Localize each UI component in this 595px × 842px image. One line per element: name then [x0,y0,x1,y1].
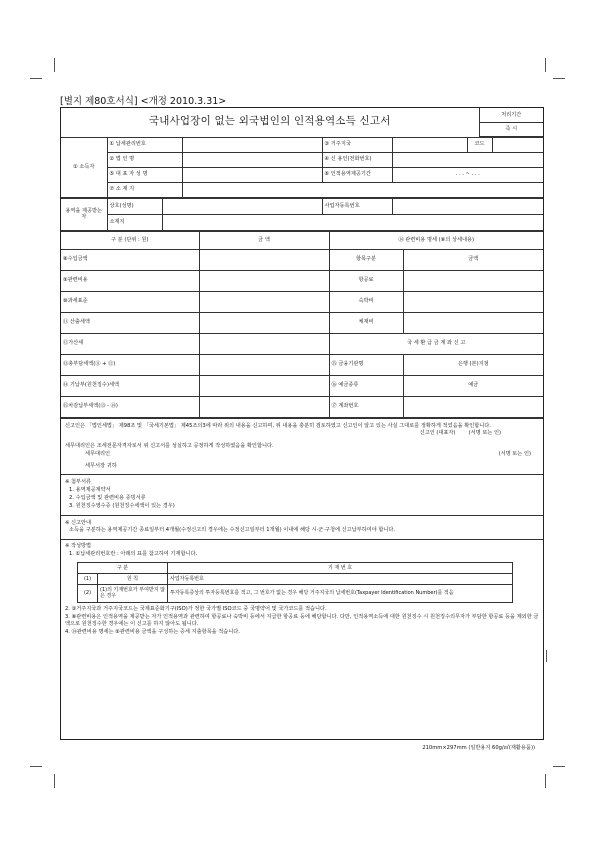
item-label: ⑮ 금융기관명 [329,354,403,375]
guide-section [61,515,543,540]
row-content: 사업자등록번호 [168,573,513,584]
item-label: 항공료 [329,270,403,291]
col-header: ⑭ 관련비용 명세 (⑧의 상세내용) [329,231,543,249]
instruction-note: 2. ③거주지국과 거주지국코드는 국제표준화기구(ISO)가 정한 국가별 ISO코드 중 국명약어 및 국가코드를 적습니다. [65,605,327,612]
row-no: (1) [78,573,98,584]
field-label: 상호(성명) [107,198,162,214]
bank-name-input[interactable]: 은행 (본)지점 [403,354,543,375]
income-earner-label: ① 소득자 [61,137,107,197]
row-content: 투자등록증상의 투자등록번호를 적고, 그 번호가 없는 경우 해당 거주지국의 납세번호(Taxpayer Identification Number)를 적음 [168,584,513,602]
attachment-item: 2. 수입금액 및 관련비용 증빙서류 [69,495,146,502]
row-label: ⑫가산세 [61,333,199,354]
field-label: ⑥ 인적용역제공기간 [322,167,392,182]
col-header: 구 분 [78,562,168,573]
amount-input[interactable] [199,291,329,312]
instruction-note: 3. ⑧관련비용은 인적용역을 제공받는 자가 인적용역과 관련하여 항공료나 숙박비 등에서 지급한 항공료 등에 해당합니다. 다만, 인적용역소득에 대한 원천징수 시 원천징수의무자가 부담한 항공료 등을 제외한 금액으로 원천징수한 경우에는 이 신고를 하지 않아도 됩니다. [65,613,539,628]
refund-account-header: 국 세 환 급 금 계 좌 신 고 [329,333,543,354]
crop-mark-bl-h [30,766,42,767]
crop-mark-right-mid [546,650,547,662]
phone-input[interactable] [392,152,543,167]
amount-table [61,231,543,418]
payer-regno-input[interactable] [392,198,543,214]
crop-mark-br-h [553,766,565,767]
item-amount-input[interactable] [403,291,543,312]
guide-text: 소득을 구분하는 용역제공기간 종료일부터 4개월(수정신고의 경우에는 수정신고일부터 1개월) 이내에 해당 시·군·구청에 신고납부하여야 합니다. [69,527,396,534]
payer-label: 용역을 제공받는자 [61,198,107,230]
item-label: ⑯ 예금종류 [329,375,403,396]
account-number-input[interactable] [403,396,543,417]
attachments-title: ※ 첨부서류 [65,479,92,486]
reporter-label: 신고인 (대표자) [419,430,456,437]
field-label: 코드 [467,137,492,152]
row-kind: 원 칙 [98,573,168,584]
tax-admin-number-input[interactable] [182,137,322,152]
declaration-section [61,418,543,475]
item-amount-input[interactable] [403,312,543,333]
amount-input[interactable] [199,312,329,333]
instruction-line: 1. ①납세관리번호란 : 아래의 표를 참고하여 기재합니다. [69,551,198,558]
col-header: 기 재 번 호 [168,562,513,573]
attachment-item: 3. 원천징수영수증 (원천징수세액이 있는 경우) [69,502,175,509]
crop-mark-tl-h [30,78,42,79]
row-label: ⑪ 산출세액 [61,312,199,333]
tax-form [60,107,544,740]
item-label: ⑰ 계좌번호 [329,396,403,417]
corp-name-input[interactable] [182,152,322,167]
instructions-section [61,539,543,641]
field-label: ① 납세관리번호 [107,137,182,152]
income-earner-table [61,137,543,198]
row-label: ⑭ 기납부(원천징수)세액 [61,375,199,396]
amount-input[interactable] [199,333,329,354]
form-header: [별지 제80호서식] <개정 2010.3.31> [60,96,227,107]
addressee: 세무서장 귀하 [85,462,117,469]
attachment-item: 1. 용역제공계약서 [69,487,111,494]
item-label: 체재비 [329,312,403,333]
item-amount: 금액 [403,249,543,270]
row-no: (2) [78,584,98,602]
crop-mark-br-v [545,774,546,788]
field-label: ⑤ 대 표 자 성 명 [107,167,182,182]
row-label: ⑬총부담세액(⑪ + ⑫) [61,354,199,375]
payer-address-input[interactable] [162,214,543,230]
field-label: ⑦ 소 재 지 [107,182,182,197]
col-header: 금 액 [199,231,329,249]
attachments-section [61,474,543,514]
row-label: ⑩과세표준 [61,291,199,312]
processing-value: 즉 시 [479,122,543,136]
country-code-input[interactable] [492,137,543,152]
instruction-note: 4. ⑭관련비용 명세는 ⑨관련비용 금액을 구성하는 증세 지출항목을 적습니다. [65,629,240,636]
item-label: 숙박비 [329,291,403,312]
crop-mark-tr-h [553,78,565,79]
field-label: ④ 신 용인(전화번호) [322,152,392,167]
row-kind: (1)의 기재번호가 부여받지 않은 경우 [98,584,168,602]
payer-table [61,198,543,231]
item-amount-input[interactable] [403,270,543,291]
amount-input[interactable] [199,249,329,270]
crop-mark-bl-v [54,774,55,788]
field-label: ③ 거주지국 [322,137,392,152]
row-label: ⑮차감납부세액(⑬ - ⑭) [61,396,199,417]
field-label: 소재지 [107,214,162,230]
row-label: ⑧수입금액 [61,249,199,270]
row-label: ⑨관련비용 [61,270,199,291]
deposit-type-input[interactable]: 예금 [403,375,543,396]
field-label: 사업자등록번호 [322,198,392,214]
processing-label: 처리기간 [479,108,543,122]
tax-agent-text: 세무대리인은 조세전문자격자로서 위 신고서를 성실하고 공정하게 작성하였음을 확인합니다. [65,443,274,450]
amount-input[interactable] [199,375,329,396]
form-title: 국내사업장이 없는 외국법인의 인적용역소득 신고서 [61,108,479,136]
service-period-input[interactable]: . . . ~ . . . [392,167,543,182]
address-input[interactable] [182,182,543,197]
amount-input[interactable] [199,396,329,417]
representative-input[interactable] [182,167,322,182]
field-label: ② 법 인 명 [107,152,182,167]
col-header: 구 분 (단위 : 원) [61,231,199,249]
residence-country-input[interactable] [392,137,467,152]
tax-agent-sign: (서명 또는 인) [498,450,531,457]
signature-line [65,430,539,438]
crop-mark-tr-v [545,58,546,72]
guide-title: ※ 신고안내 [65,519,92,526]
tax-agent-line [65,451,539,459]
title-table [61,108,543,137]
tax-agent-label: 세무대리인 [85,450,111,457]
crop-mark-tl-v [54,58,55,72]
signature-label: (서명 또는 인) [468,430,502,437]
tax-number-table [77,562,513,603]
declaration-text: 신고인은 「법인세법」 제98조 및 「국세기본법」 제45조의3에 따라 위의 내용을 신고하며, 위 내용을 충분히 검토하였고 신고인이 알고 있는 사실 그대로를 정확하게 적었음을 확인합니다. [65,422,491,429]
item-label: 항목구분 [329,249,403,270]
paper-size-footer: 210mm×297mm (일반용지 60g/㎡(재활용품)) [422,745,535,751]
payer-name-input[interactable] [162,198,322,214]
amount-input[interactable] [199,270,329,291]
amount-input[interactable] [199,354,329,375]
instructions-title: ※ 작성방법 [65,543,92,550]
